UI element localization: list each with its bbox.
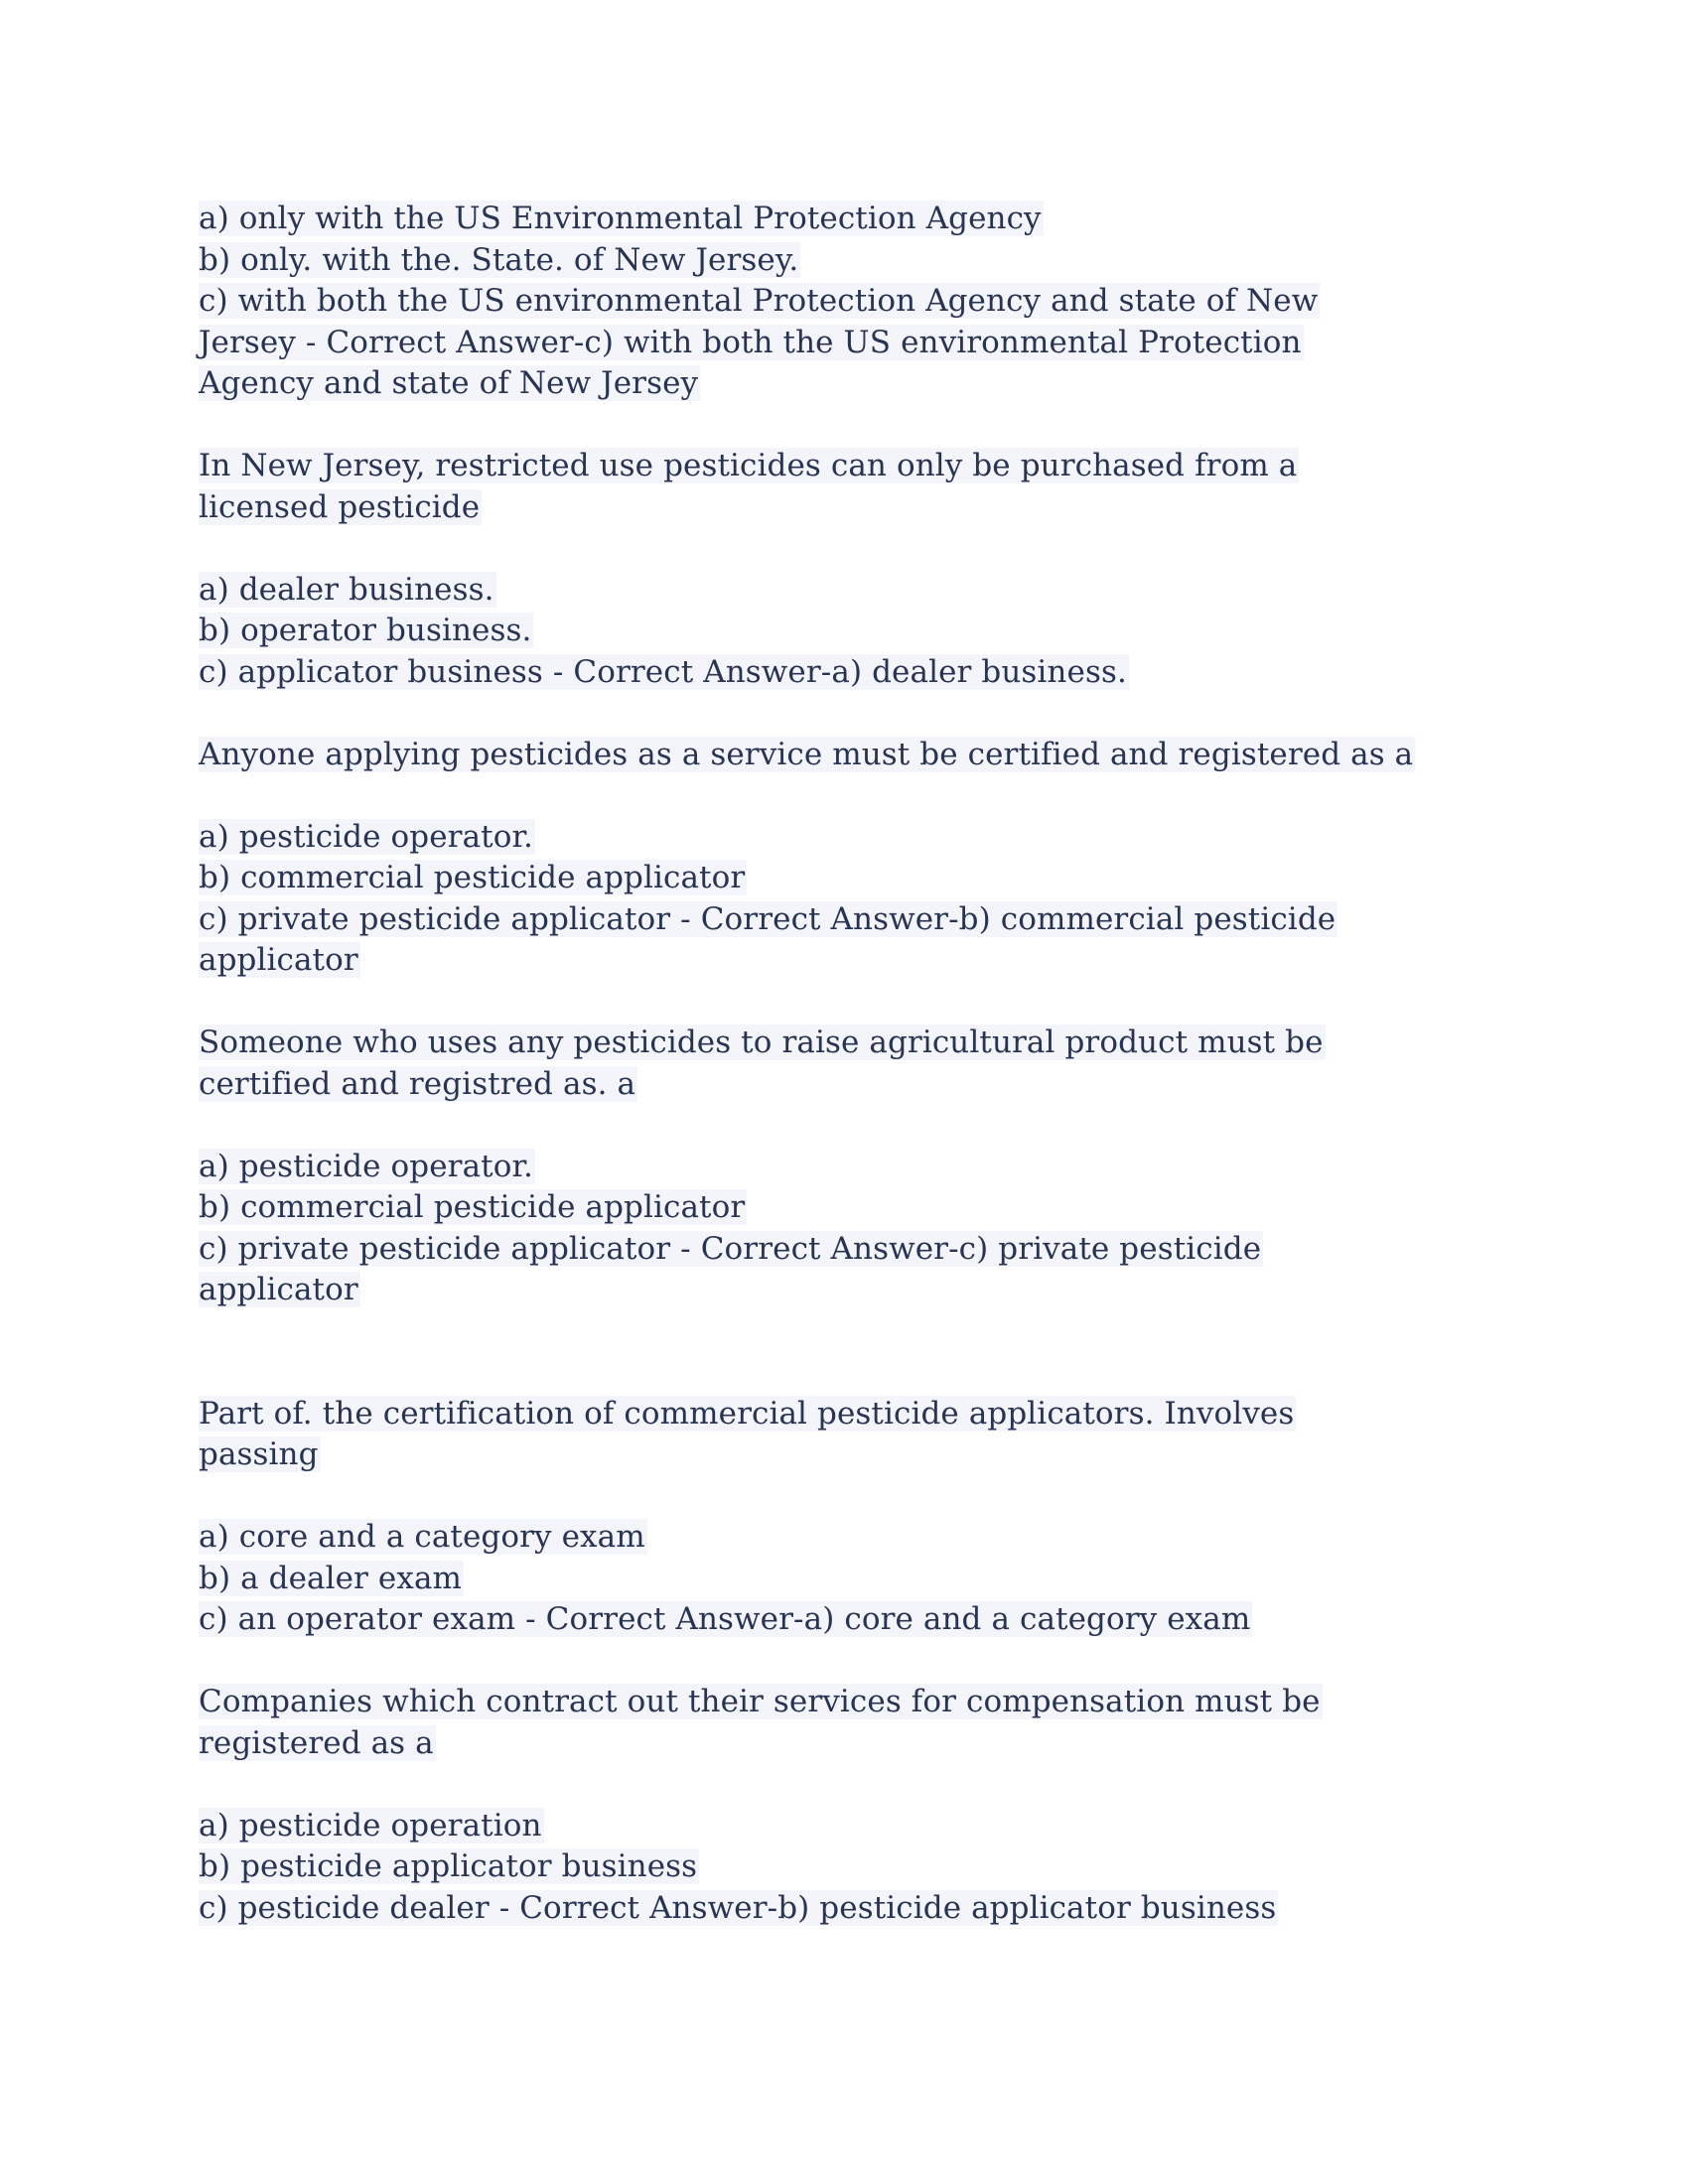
spacer: [199, 1105, 1489, 1147]
answer-line: Agency and state of New Jersey: [199, 365, 699, 401]
spacer: [199, 693, 1489, 735]
answer-line: c) private pesticide applicator - Correct Answer-b) commercial pesticide: [199, 900, 1336, 937]
answer-line: Jersey - Correct Answer-c) with both the US environmental Protection: [199, 324, 1302, 360]
answer-line: applicator: [199, 1272, 358, 1307]
document-page: [199, 199, 1489, 1929]
answer-line: applicator: [199, 942, 358, 978]
option-line: b) a dealer exam: [199, 1560, 463, 1596]
question-line: Someone who uses any pesticides to raise agricultural product must be: [199, 1024, 1324, 1060]
option-line: a) core and a category exam: [199, 1519, 645, 1555]
option-line: a) pesticide operator.: [199, 1148, 533, 1184]
spacer: [199, 982, 1489, 1024]
option-line: b) only. with the. State. of New Jersey.: [199, 241, 799, 278]
question-line: In New Jersey, restricted use pesticides can only be purchased from a: [199, 448, 1298, 483]
spacer: [199, 528, 1489, 570]
spacer: [199, 1641, 1489, 1683]
spacer: [199, 1311, 1489, 1394]
answer-line: c) pesticide dealer - Correct Answer-b) pesticide applicator business: [199, 1889, 1277, 1926]
spacer: [199, 775, 1489, 817]
question-block-6: [199, 1682, 1489, 1929]
answer-line: c) private pesticide applicator - Correct Answer-c) private pesticide: [199, 1230, 1262, 1267]
spacer: [199, 1476, 1489, 1518]
option-line: a) pesticide operation: [199, 1807, 542, 1843]
option-line: a) dealer business.: [199, 571, 494, 608]
spacer: [199, 405, 1489, 447]
question-line: registered as a: [199, 1724, 434, 1761]
question-line: passing: [199, 1436, 319, 1472]
option-line: b) commercial pesticide applicator: [199, 860, 746, 895]
question-block-2: [199, 446, 1489, 693]
option-line: b) operator business.: [199, 613, 532, 648]
question-line: licensed pesticide: [199, 488, 481, 525]
spacer: [199, 1764, 1489, 1806]
question-block-3: [199, 735, 1489, 982]
question-line: Anyone applying pesticides as a service must be certified and registered as a: [199, 736, 1414, 772]
question-line: certified and registred as. a: [199, 1065, 636, 1102]
question-block-4: [199, 1023, 1489, 1311]
question-line: Companies which contract out their services for compensation must be: [199, 1684, 1321, 1719]
question-block-1: [199, 199, 1489, 405]
answer-line: c) an operator exam - Correct Answer-a) core and a category exam: [199, 1601, 1251, 1637]
option-line: a) only with the US Environmental Protection Agency: [199, 201, 1042, 236]
answer-line: c) applicator business - Correct Answer-a) dealer business.: [199, 653, 1127, 690]
option-line: a) pesticide operator.: [199, 818, 533, 855]
question-block-5: [199, 1394, 1489, 1641]
question-line: Part of. the certification of commercial pesticide applicators. Involves: [199, 1395, 1295, 1432]
option-line: b) commercial pesticide applicator: [199, 1189, 746, 1225]
option-line: c) with both the US environmental Protection Agency and state of New: [199, 283, 1319, 319]
option-line: b) pesticide applicator business: [199, 1848, 698, 1884]
